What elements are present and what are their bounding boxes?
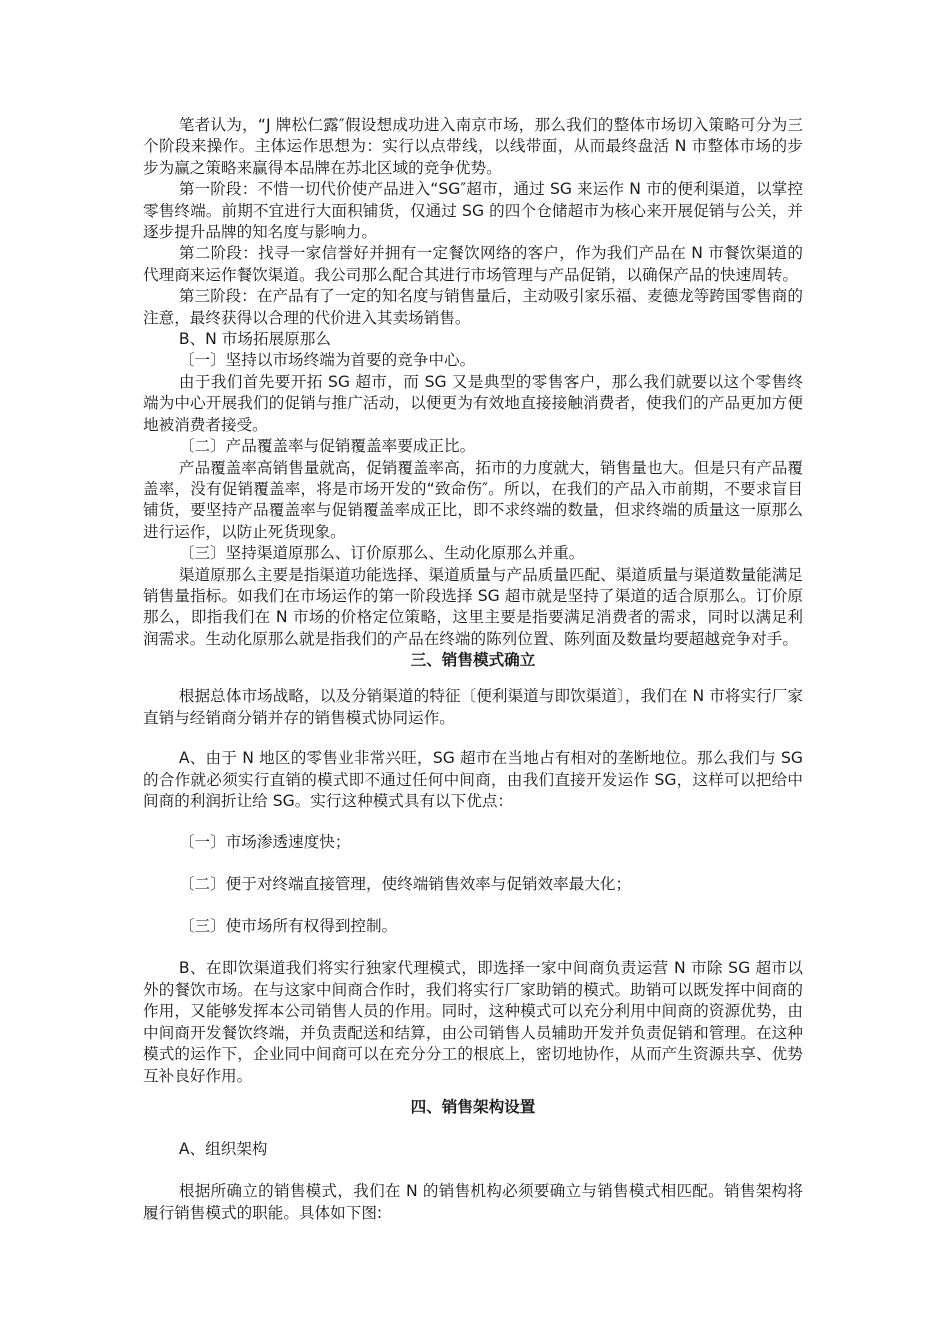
paragraph-phase-3: 第三阶段：在产品有了一定的知名度与销售量后，主动吸引家乐福、麦德龙等跨国零售商的注意，最终获得以合理的代价进入其卖场销售。 [143,287,803,327]
principle-3-body: 渠道原那么主要是指渠道功能选择、渠道质量与产品质量匹配、渠道质量与渠道数量能满足销售量指标。如我们在市场运作的第一阶段选择 SG 超市就是坚持了渠道的适合原那么。订价原那么，即指我们在 N 市场的价格定位策略，这里主要是指要满足消费者的需求，同时以满足利润需求。生动化原那么就是指我们的产品在终端的陈列位置、陈列面及数量均要超越竞争对手。 [143,565,803,648]
paragraph-phase-2: 第二阶段：找寻一家信誉好并拥有一定餐饮网络的客户，作为我们产品在 N 市餐饮渠道的代理商来运作餐饮渠道。我公司那么配合其进行市场管理与产品促销，以确保产品的快速周转。 [143,244,803,284]
principle-1-title: 〔一〕坚持以市场终端为首要的竞争中心。 [178,351,476,370]
section-4-paragraph: 根据所确立的销售模式，我们在 N 的销售机构必须要确立与销售模式相匹配。销售架构将履行销售模式的职能。具体如下图: [143,1182,803,1222]
principle-1-body: 由于我们首先要开拓 SG 超市，而 SG 又是典型的零售客户，那么我们就要以这个零售终端为中心开展我们的促销与推广活动，以便更为有效地直接接触消费者，使我们的产品更加方便地被消费者接受。 [143,372,803,434]
section-4-a-title: A、组织架构 [178,1140,268,1158]
market-strategy-section [143,115,803,672]
principle-2-body: 产品覆盖率高销售量就高，促销覆盖率高，拓市的力度就大，销售量也大。但是只有产品覆盖率，没有促销覆盖率，将是市场开发的“致命伤″。所以，在我们的产品入市前期，不要求盲目铺货，要坚持产品覆盖率与促销覆盖率成正比，即不求终端的数量，但求终端的质量这一原那么进行运作，以防止死货现象。 [143,458,803,541]
principle-3-title: 〔三〕坚持渠道原那么、订价原那么、生动化原那么并重。 [178,544,585,563]
section-3-heading: 三、销售模式确立 [410,651,536,670]
advantage-3-block [143,916,803,938]
section-4-a-block [143,1139,803,1161]
section-4-heading-block [143,1097,803,1119]
principle-2-title: 〔二〕产品覆盖率与促销覆盖率要成正比。 [178,437,476,456]
section-4-heading: 四、销售架构设置 [410,1098,536,1116]
section-3-intro: 根据总体市场战略，以及分销渠道的特征〔便利渠道与即饮渠道〕，我们在 N 市将实行厂家直销与经销商分销并存的销售模式协同运作。 [143,687,803,727]
advantage-3: 〔三〕使市场所有权得到控制。 [178,917,398,935]
subheading-expansion-principles: B、N 市场拓展原那么 [178,330,331,349]
advantage-2: 〔二〕便于对终端直接管理，使终端销售效率与促销效率最大化； [178,875,632,893]
paragraph-phase-1: 第一阶段：不惜一切代价使产品进入“SG″超市，通过 SG 来运作 N 市的便利渠道，以掌控零售终端。前期不宜进行大面积铺货，仅通过 SG 的四个仓储超市为核心来开展促销与公关，并逐步提升品牌的知名度与影响力。 [143,180,803,242]
advantage-1: 〔一〕市场渗透速度快； [178,833,351,851]
advantage-1-block [143,832,803,854]
advantage-2-block [143,874,803,896]
section-3-b-paragraph: B、在即饮渠道我们将实行独家代理模式，即选择一家中间商负责运营 N 市除 SG 超市以外的餐饮市场。在与这家中间商合作时，我们将实行厂家助销的模式。助销可以既发挥中间商的作用，又能够发挥本公司销售人员的作用。同时，这种模式可以充分利用中间商的资源优势，由中间商开发餐饮终端，并负责配送和结算，由公司销售人员辅助开发并负责促销和管理。在这种模式的运作下，企业同中间商可以在充分分工的根底上，密切地协作，从而产生资源共享、优势互补良好作用。 [143,959,803,1085]
section-3-a-paragraph: A、由于 N 地区的零售业非常兴旺，SG 超市在当地占有相对的垄断地位。那么我们与 SG 的合作就必须实行直销的模式即不通过任何中间商，由我们直接开发运作 SG，这样可以把给中间商的利润折让给 SG。实行这种模式具有以下优点： [143,749,803,811]
section-3-intro-block [143,686,803,729]
section-4-para-block [143,1181,803,1224]
paragraph-intro: 笔者认为，“J 牌松仁露″假设想成功进入南京市场，那么我们的整体市场切入策略可分为三个阶段来操作。主体运作思想为：实行以点带线，以线带面，从而最终盘活 N 市整体市场的步步为赢之策略来赢得本品牌在苏北区域的竞争优势。 [143,116,803,177]
section-3-b-block [143,958,803,1088]
section-3-a-block [143,748,803,813]
